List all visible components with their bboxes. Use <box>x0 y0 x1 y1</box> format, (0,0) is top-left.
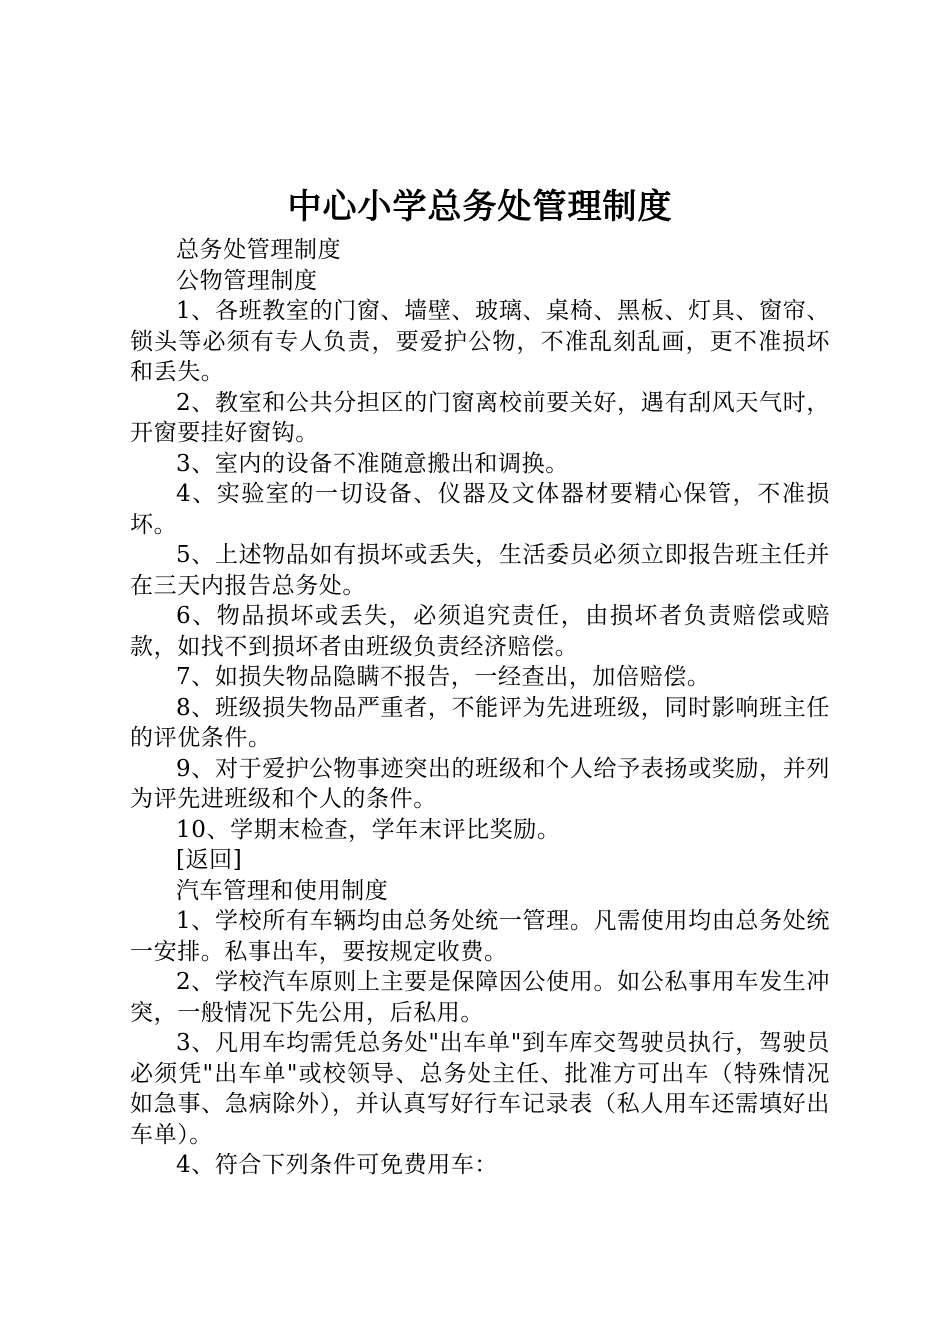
section-heading: 总务处管理制度 <box>176 237 342 263</box>
rule-item: 2、学校汽车原则上主要是保障因公使用。如公私事用车发生冲突，一般情况下先公用，后私用。 <box>130 969 830 1026</box>
rule-item: 4、实验室的一切设备、仪器及文体器材要精心保管，不准损坏。 <box>130 481 830 538</box>
rule-item: 4、符合下列条件可免费用车： <box>176 1152 499 1178</box>
rule-item: 10、学期末检查，学年末评比奖励。 <box>176 816 561 843</box>
rule-item: 2、教室和公共分担区的门窗离校前要关好，遇有刮风天气时，开窗要挂好窗钩。 <box>130 389 830 446</box>
document-title: 中心小学总务处管理制度 <box>287 187 673 227</box>
rule-item: 7、如损失物品隐瞒不报告，一经查出，加倍赔偿。 <box>176 664 711 690</box>
rule-item: 1、学校所有车辆均由总务处统一管理。凡需使用均由总务处统一安排。私事出车，要按规定收费。 <box>130 908 830 965</box>
rule-item: 9、对于爱护公物事迹突出的班级和个人给予表扬或奖励，并列为评先进班级和个人的条件。 <box>130 755 830 812</box>
rule-item: 5、上述物品如有损坏或丢失，生活委员必须立即报告班主任并在三天内报告总务处。 <box>130 542 830 599</box>
rule-item: 6、物品损坏或丢失，必须追究责任，由损坏者负责赔偿或赔款，如找不到损坏者由班级负责经济赔偿。 <box>130 603 830 660</box>
subsection-heading: 公物管理制度 <box>176 267 318 294</box>
document-body <box>130 235 830 1181</box>
rule-item: 1、各班教室的门窗、墙壁、玻璃、桌椅、黑板、灯具、窗帘、锁头等必须有专人负责，要爱护公物，不准乱刻乱画，更不准损坏和丢失。 <box>130 298 830 385</box>
rule-item: 8、班级损失物品严重者，不能评为先进班级，同时影响班主任的评优条件。 <box>130 694 830 751</box>
subsection-heading: 汽车管理和使用制度 <box>176 877 389 904</box>
rule-item: 3、凡用车均需凭总务处"出车单"到车库交驾驶员执行，驾驶员必须凭"出车单"或校领导、总务处主任、批准方可出车（特殊情况如急事、急病除外），并认真写好行车记录表（私人用车还需填好出车单）。 <box>130 1030 830 1148</box>
return-link: [返回] <box>176 847 243 873</box>
rule-item: 3、室内的设备不准随意搬出和调换。 <box>176 450 569 477</box>
